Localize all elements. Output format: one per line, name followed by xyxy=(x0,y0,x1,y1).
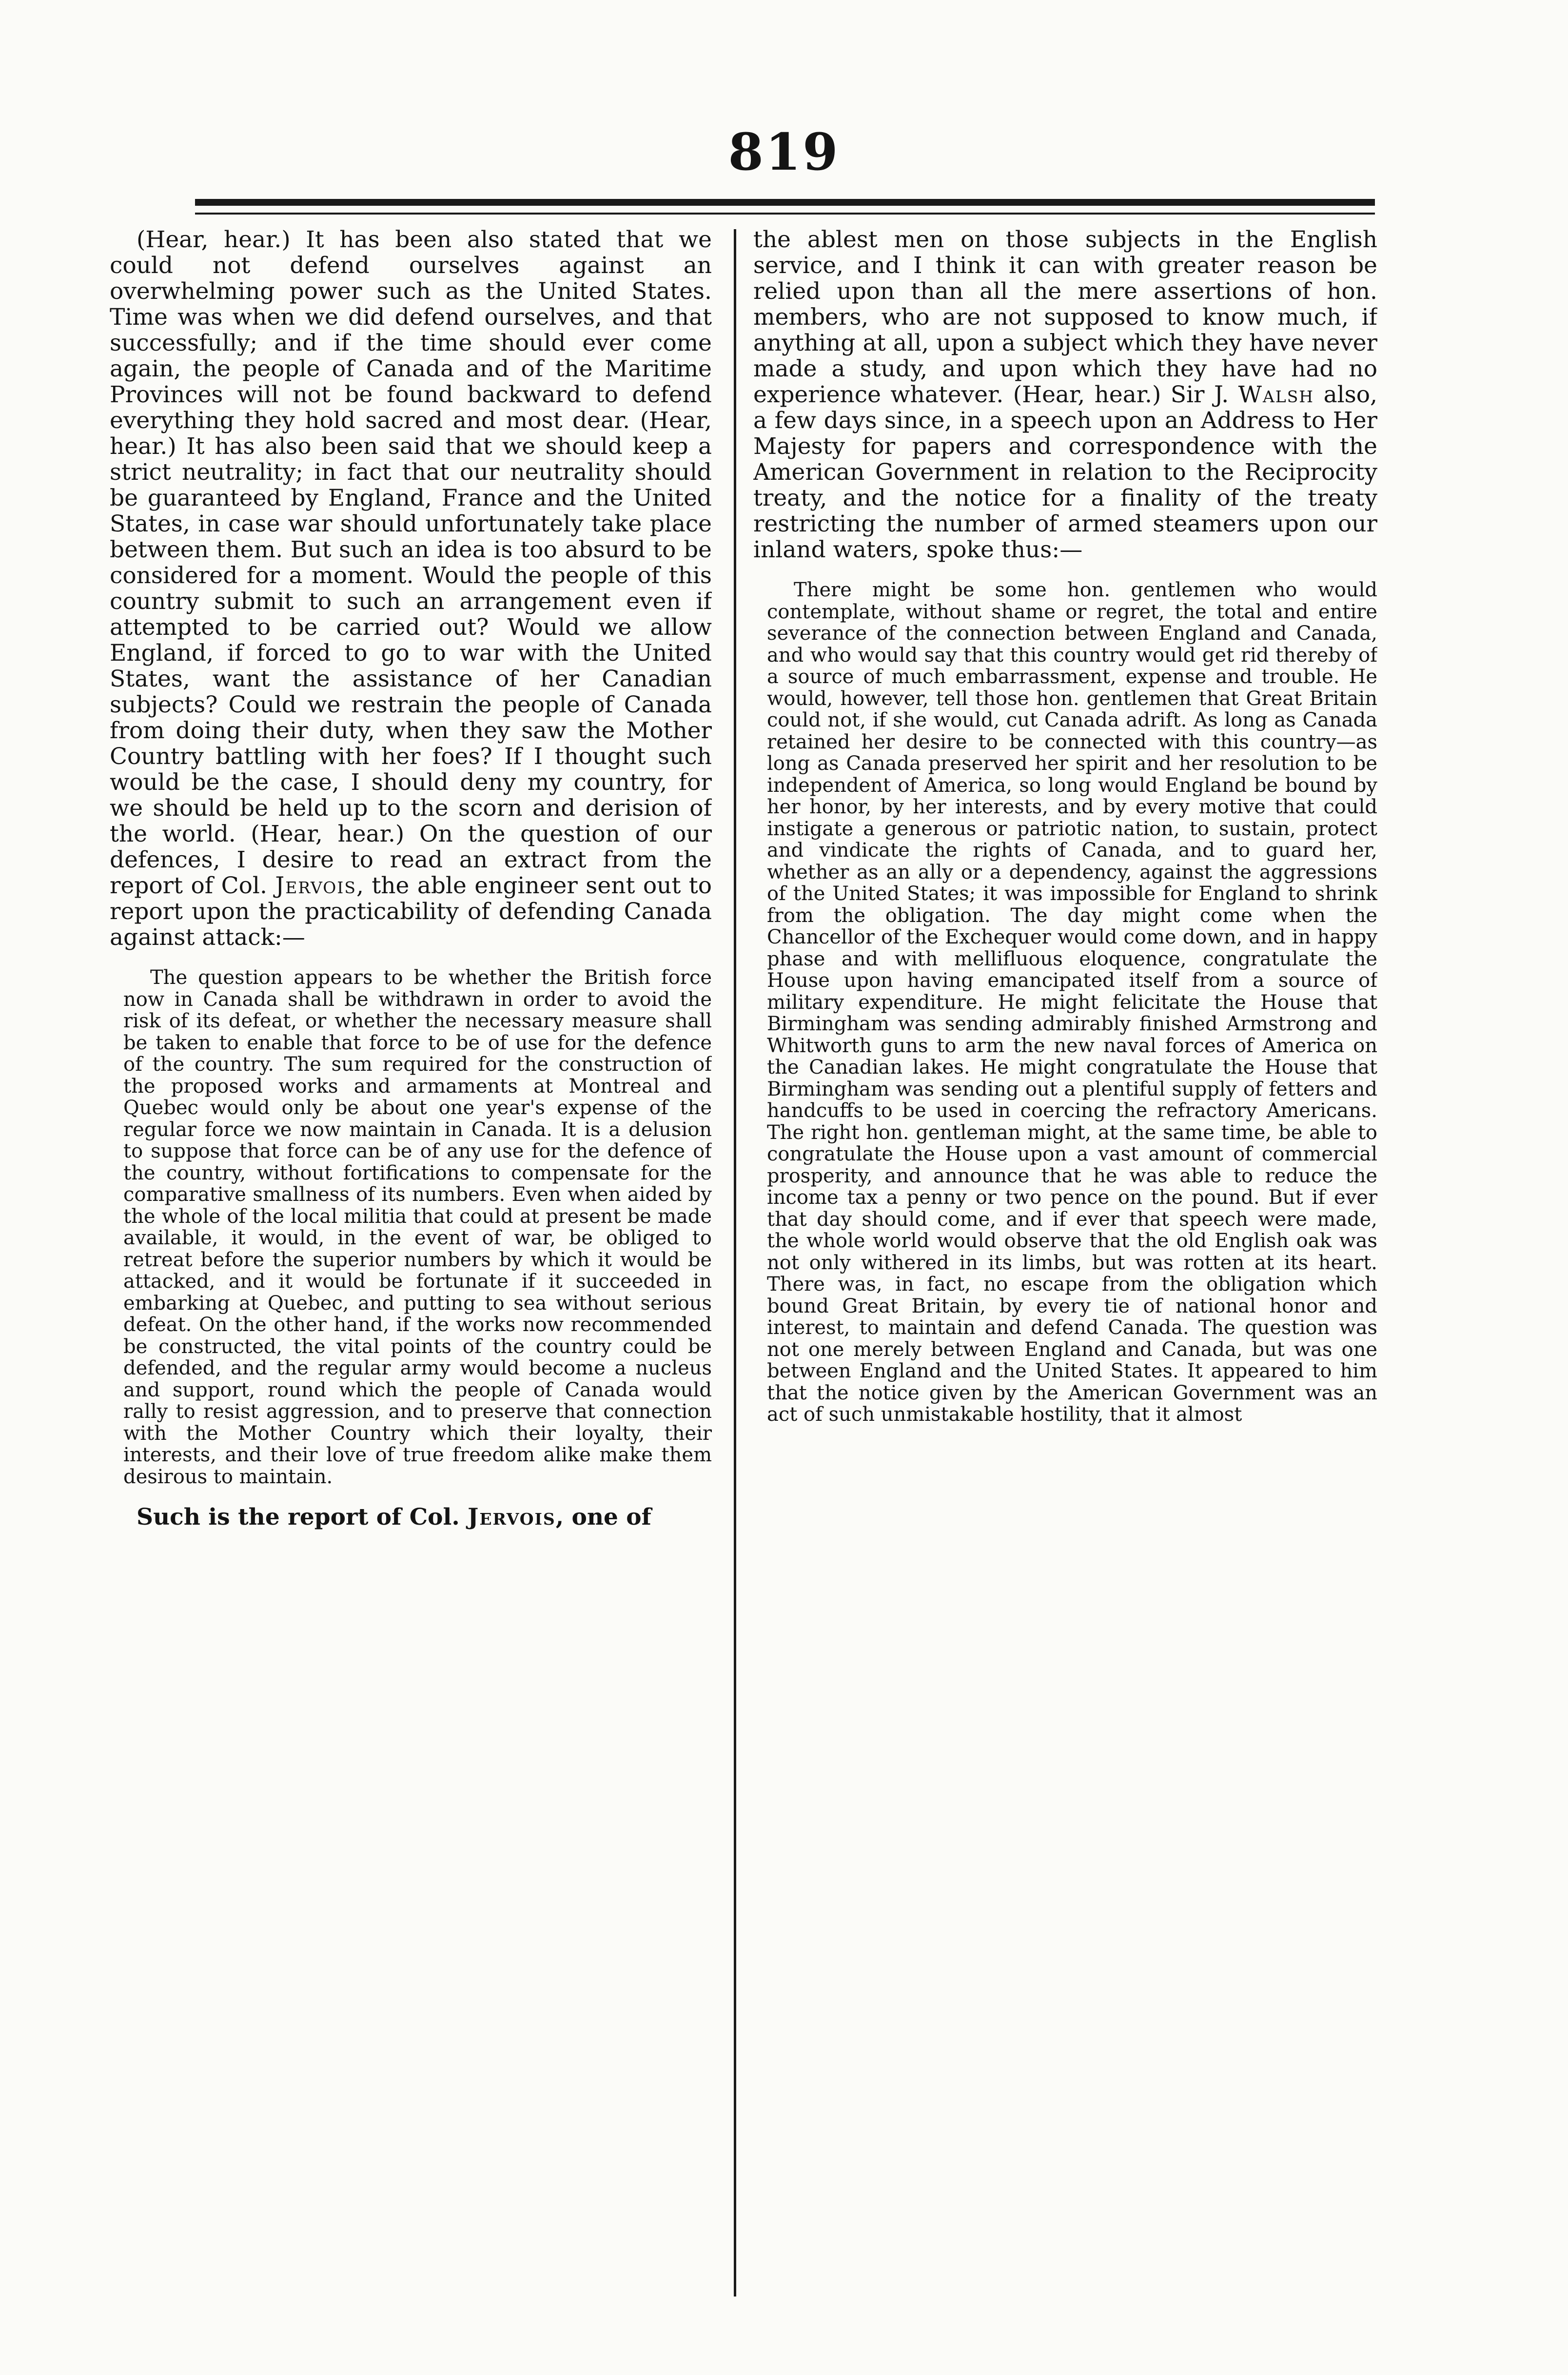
right-paragraph-1-text-end: also, a few days since, in a speech upon an Address to Her Majesty for papers and correspondence with the American Government in relation to the Reciprocity treaty, and the notice for a finality of the treaty restricting the number of armed steamers upon our inland waters, spoke thus:— xyxy=(753,381,1377,563)
header-rule-thin xyxy=(195,213,1375,215)
left-paragraph-2-text-end: , one of xyxy=(555,1504,651,1531)
left-paragraph-1-text-end: , the able engineer sent out to report upon the practicability of defending Canada against attack:— xyxy=(110,872,712,951)
page-number: 819 xyxy=(728,122,840,182)
left-paragraph-2-name: Jervois xyxy=(468,1504,556,1531)
column-divider xyxy=(734,229,736,2296)
left-paragraph-1-text: (Hear, hear.) It has been also stated that we could not defend ourselves against an overwhelming power such as the United States. Time was when we did defend ourselves, and that successfully; and if the time should ever come again, the people of Canada and of the Maritime Provinces will not be found backward to defend everything they hold sacred and most dear. (Hear, hear.) It has also been said that we should keep a strict neutrality; in fact that our neutrality should be guaranteed by England, France and the United States, in case war should unfortunately take place between them. But such an idea is too absurd to be considered for a moment. Would the people of this country submit to such an arrangement even if attempted to be carried out? Would we allow England, if forced to go to war with the United States, want the assistance of her Canadian subjects? Could we restrain the people of Canada from doing their duty, when they saw the Mother Country battling with her foes? If I thought such would be the case, I should deny my country, for we should be held up to the scorn and derision of the world. (Hear, hear.) On the question of our defences, I desire to read an extract from the report of Col. xyxy=(110,227,712,899)
right-paragraph-1-text: the ablest men on those subjects in the English service, and I think it can with greater reason be relied upon than all the mere assertions of hon. members, who are not supposed to know much, if anything at all, upon a subject which they have never made a study, and upon which they have had no experience whatever. (Hear, hear.) Sir J. xyxy=(753,227,1377,408)
right-paragraph-1 xyxy=(753,227,1377,563)
left-paragraph-1-name: Jervois xyxy=(275,872,356,899)
left-paragraph-1 xyxy=(110,227,712,950)
left-paragraph-2 xyxy=(110,1504,712,1530)
left-quotation: The question appears to be whether the British force now in Canada shall be withdrawn in order to avoid the risk of its defeat, or whether the necessary measure shall be taken to enable that force to be of use for the defence of the country. The sum required for the construction of the proposed works and armaments at Montreal and Quebec would only be about one year's expense of the regular force we now maintain in Canada. It is a delusion to suppose that force can be of any use for the defence of the country, without fortifications to compensate for the comparative smallness of its numbers. Even when aided by the whole of the local militia that could at present be made available, it would, in the event of war, be obliged to retreat before the superior numbers by which it would be attacked, and it would be fortunate if it succeeded in embarking at Quebec, and putting to sea without serious defeat. On the other hand, if the works now recommended be constructed, the vital points of the country could be defended, and the regular army would become a nucleus and support, round which the people of Canada would rally to resist aggression, and to preserve that connection with the Mother Country which their loyalty, their interests, and their love of true freedom alike make them desirous to maintain. xyxy=(123,966,712,1488)
right-quotation: There might be some hon. gentlemen who would contemplate, without shame or regret, the total and entire severance of the connection between England and Canada, and who would say that this country would get rid thereby of a source of much embarrassment, expense and trouble. He would, however, tell those hon. gentlemen that Great Britain could not, if she would, cut Canada adrift. As long as Canada retained her desire to be connected with this country—as long as Canada preserved her spirit and her resolution to be independent of America, so long would England be bound by her honor, by her interests, and by every motive that could instigate a generous or patriotic nation, to sustain, protect and vindicate the rights of Canada, and to guard her, whether as an ally or a dependency, against the aggressions of the United States; it was impossible for England to shrink from the obligation. The day might come when the Chancellor of the Exchequer would come down, and in happy phase and with mellifluous eloquence, congratulate the House upon having emancipated itself from a source of military expenditure. He might felicitate the House that Birmingham was sending admirably finished Armstrong and Whitworth guns to arm the new naval forces of America on the Canadian lakes. He might congratulate the House that Birmingham was sending out a plentiful supply of fetters and handcuffs to be used in coercing the refractory Americans. The right hon. gentleman might, at the same time, be able to congratulate the House upon a vast amount of commercial prosperity, and announce that he was able to reduce the income tax a penny or two pence on the pound. But if ever that day should come, and if ever that speech were made, the whole world would observe that the old English oak was not only withered in its limbs, but was rotten at its heart. There was, in fact, no escape from the obligation which bound Great Britain, by every tie of national honor and interest, to maintain and defend Canada. The question was not one merely between England and Canada, but was one between England and the United States. It appeared to him that the notice given by the American Government was an act of such unmistakable hostility, that it almost xyxy=(767,579,1377,1426)
right-paragraph-1-name: Walsh xyxy=(1238,381,1314,408)
left-paragraph-2-text: Such is the report of Col. xyxy=(137,1504,468,1531)
left-column xyxy=(110,227,712,2321)
header-rule-thick xyxy=(195,199,1375,206)
right-column xyxy=(753,227,1377,2321)
